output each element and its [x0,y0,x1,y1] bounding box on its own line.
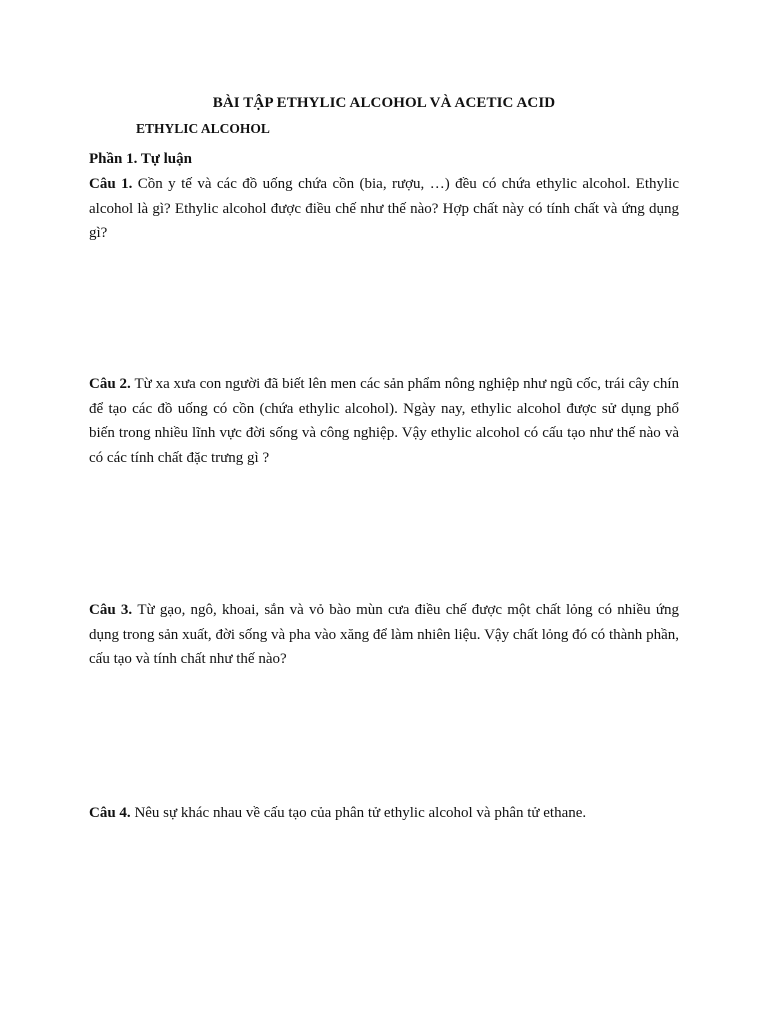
question-1-label: Câu 1. [89,176,138,192]
question-4 [89,801,679,826]
question-2 [89,372,679,470]
question-4-label: Câu 4. [89,805,135,821]
question-3 [89,598,679,672]
question-1 [89,172,679,246]
section-subtitle: ETHYLIC ALCOHOL [136,121,270,136]
question-4-text: Nêu sự khác nhau về cấu tạo của phân tử ethylic alcohol và phân tử ethane. [134,805,587,821]
document-title: BÀI TẬP ETHYLIC ALCOHOL VÀ ACETIC ACID [212,95,556,111]
question-3-label: Câu 3. [89,602,138,618]
question-2-label: Câu 2. [89,376,135,392]
question-2-text: Từ xa xưa con người đã biết lên men các sản phẩm nông nghiệp như ngũ cốc, trái cây chín để tạo các đồ uống có cồn (chứa ethylic alcohol). Ngày nay, ethylic alcohol được sử dụng phổ biến trong nhiều lĩnh vực đời sống và công nghiệp. Vậy ethylic alcohol có cấu tạo như thế nào và có các tính chất đặc trưng gì ? [89,376,679,466]
question-3-text: Từ gạo, ngô, khoai, sắn và vỏ bào mùn cưa điều chế được một chất lỏng có nhiều ứng dụng trong sản xuất, đời sống và pha vào xăng để làm nhiên liệu. Vậy chất lỏng đó có thành phần, cấu tạo và tính chất như thế nào? [89,602,679,667]
part-heading: Phần 1. Tự luận [89,151,192,167]
question-1-text: Cồn y tế và các đồ uống chứa cồn (bia, rượu, …) đều có chứa ethylic alcohol. Ethylic alcohol là gì? Ethylic alcohol được điều chế như thế nào? Hợp chất này có tính chất và ứng dụng gì? [89,176,679,241]
